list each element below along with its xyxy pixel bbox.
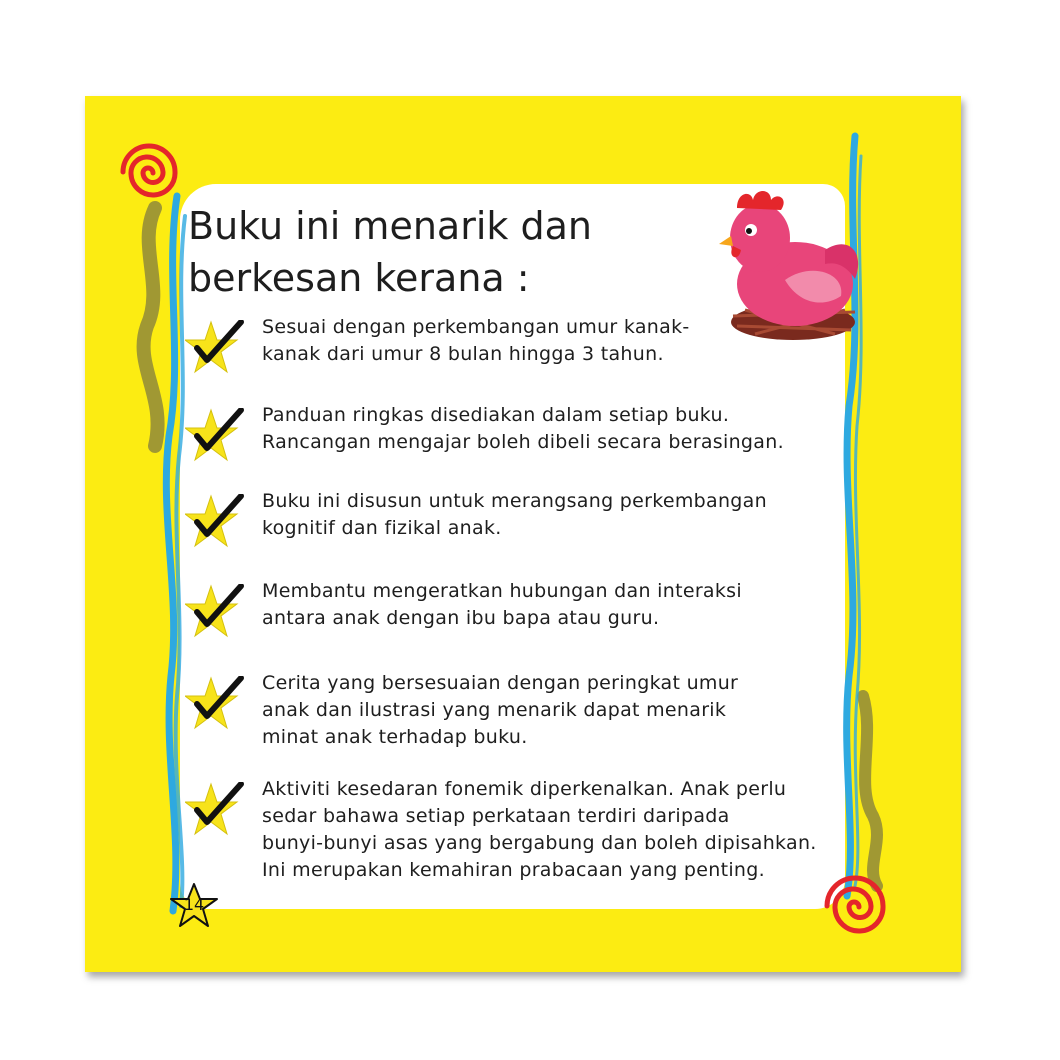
list-item-line: sedar bahawa setiap perkataan terdiri daripada bbox=[262, 805, 730, 827]
list-item-line: antara anak dengan ibu bapa atau guru. bbox=[262, 607, 660, 629]
list-item-line: Buku ini disusun untuk merangsang perkembangan bbox=[262, 490, 767, 512]
list-item-line: Aktiviti kesedaran fonemik diperkenalkan. Anak perlu bbox=[262, 778, 787, 800]
list-item-line: kanak dari umur 8 bulan hingga 3 tahun. bbox=[262, 343, 664, 365]
star-check-icon bbox=[185, 676, 247, 732]
spiral-icon bbox=[123, 146, 175, 195]
list-item-line: minat anak terhadap buku. bbox=[262, 726, 528, 748]
page-number: 14 bbox=[183, 895, 205, 914]
list-item-line: Sesuai dengan perkembangan umur kanak- bbox=[262, 316, 690, 338]
star-check-icon bbox=[185, 408, 247, 464]
list-item-line: Rancangan mengajar boleh dibeli secara berasingan. bbox=[262, 431, 784, 453]
list-item-line: Cerita yang bersesuaian dengan peringkat umur bbox=[262, 672, 739, 694]
list-item-text bbox=[262, 670, 902, 751]
list-item-line: bunyi-bunyi asas yang bergabung dan boleh dipisahkan. bbox=[262, 832, 817, 854]
list-item-text bbox=[262, 314, 902, 368]
star-check-icon bbox=[185, 584, 247, 640]
page-number-badge bbox=[170, 883, 218, 927]
list-item-text bbox=[262, 488, 902, 542]
page-title bbox=[188, 200, 592, 304]
list-item-line: anak dan ilustrasi yang menarik dapat menarik bbox=[262, 699, 727, 721]
list-item-line: Membantu mengeratkan hubungan dan interaksi bbox=[262, 580, 742, 602]
star-check-icon bbox=[185, 494, 247, 550]
list-item-line: kognitif dan fizikal anak. bbox=[262, 517, 502, 539]
list-item-line: Panduan ringkas disediakan dalam setiap buku. bbox=[262, 404, 730, 426]
list-item-line: Ini merupakan kemahiran prabacaan yang penting. bbox=[262, 859, 765, 881]
title-line-1: Buku ini menarik dan bbox=[188, 204, 592, 248]
title-line-2: berkesan kerana : bbox=[188, 256, 530, 300]
list-item-text bbox=[262, 776, 902, 884]
star-check-icon bbox=[185, 782, 247, 838]
star-check-icon bbox=[185, 320, 247, 376]
list-item-text bbox=[262, 402, 902, 456]
book-page bbox=[85, 96, 961, 972]
list-item-text bbox=[262, 578, 902, 632]
